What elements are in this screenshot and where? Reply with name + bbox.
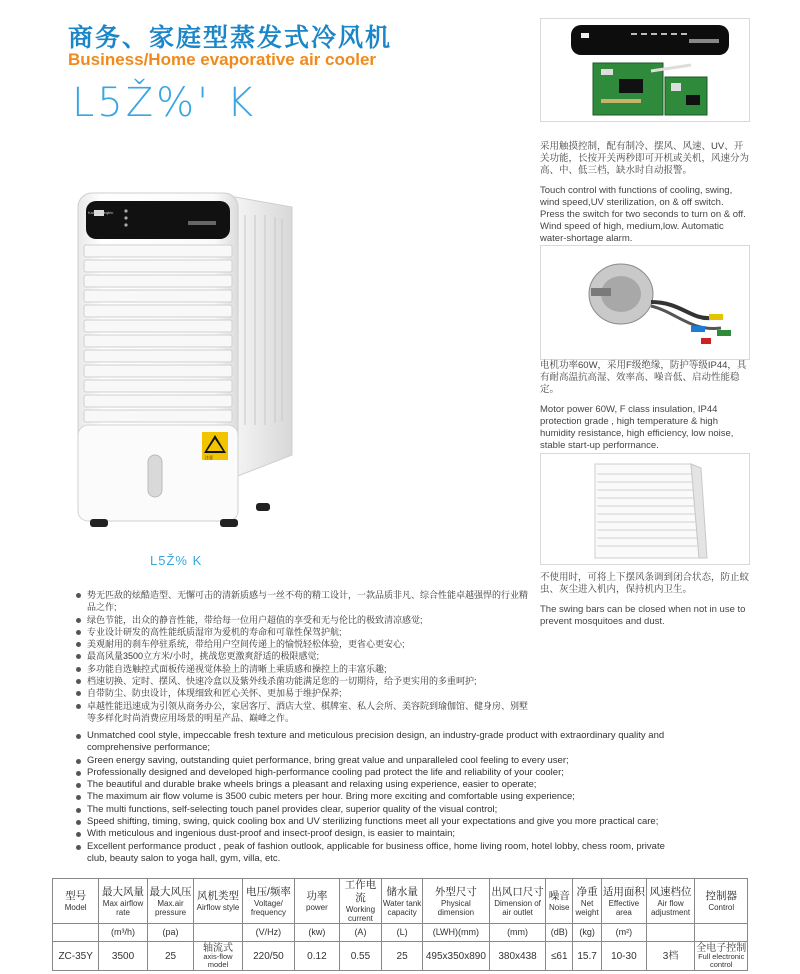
motor-caption-en: Motor power 60W, F class insulation, IP44 protection grade , high temperature & high humidity resistance, high efficiency, low noise, stable start-up performance.: [540, 404, 734, 451]
air-cooler-product-image: [70, 185, 300, 530]
control-panel-caption-cn: 采用触摸控制，配有制冷、摆风、风速、UV、开关功能，长按开关两秒即可开机或关机，风速分为高、中、低三档，缺水时自动报警。: [540, 141, 750, 176]
motor-photo: [540, 245, 750, 360]
feature-cn-item: 自带防尘、防虫设计，体现细致和匠心关怀、更加易于维护保养;: [75, 687, 535, 699]
spec-col-weight: 净重 Net weight: [573, 879, 602, 924]
spec-col-airflow: 最大风量 Max airflow rate: [99, 879, 147, 924]
model-name-small: L5Ž% K: [150, 553, 203, 568]
spec-table: [52, 878, 748, 971]
feature-cn-item: 卓越性能迅速成为引领从商务办公，家居客厅、酒店大堂、棋牌室、私人会所、美容院到瑜伽馆、健身房、别墅等多样化时尚消费应用场景的明星产品、巅峰之作。: [75, 700, 535, 725]
spec-values-row: [53, 942, 748, 971]
spec-header-row: [53, 879, 748, 924]
spec-value: 10-30: [602, 942, 647, 971]
spec-unit: (mm): [489, 924, 546, 942]
spec-value: ≤61: [546, 942, 573, 971]
spec-col-pressure: 最大风压 Max.air pressure: [147, 879, 194, 924]
spec-value: 25: [147, 942, 194, 971]
feature-en-item: Speed shifting, timing, swing, quick cooling box and UV sterilizing functions meet all your expectations and give you more practical care;: [75, 816, 675, 828]
feature-cn-item: 美观耐用的刹车停驻系统，带给用户空间传递上的愉悦轻松体验，更省心更安心;: [75, 638, 535, 650]
feature-list-cn: [75, 589, 535, 724]
feature-en-item: With meticulous and ingenious dust-proof and insect-proof design, is easier to maintain;: [75, 828, 675, 840]
spec-value: 3档: [646, 942, 695, 971]
spec-value: 495x350x890: [422, 942, 489, 971]
spec-value: 220/50: [242, 942, 295, 971]
feature-en-item: The maximum air flow volume is 3500 cubic meters per hour. Bring more exciting and comfortable using experience;: [75, 791, 675, 803]
feature-en-item: Excellent performance product , peak of fashion outlook, applicable for business office, home living room, hotel lobby, chess room, private club, beauty salon to yoga hall, gym, villa, etc.: [75, 841, 675, 866]
spec-value: 15.7: [573, 942, 602, 971]
spec-col-model: 型号 Model: [53, 879, 99, 924]
spec-unit: (m²): [602, 924, 647, 942]
product-panel-text: Kaixin Eleqtric: [88, 210, 114, 215]
feature-list-en: [75, 730, 675, 865]
spec-unit: (m³/h): [99, 924, 147, 942]
swing-bars-caption-cn: 不使用时，可将上下摆风条调到闭合状态，防止蚊虫、灰尘进入机内，保持机内卫生。: [540, 572, 750, 595]
feature-en-item: Green energy saving, outstanding quiet performance, bring great value and unparalleled cool feeling to every user;: [75, 755, 675, 767]
feature-cn-item: 档速切换、定时、摆风、快速冷盒以及紫外线杀菌功能满足您的一切期待，给予更实用的多重呵护;: [75, 675, 535, 687]
feature-cn-item: 专业设计研发的高性能纸质湿帘为爱机的寿命和可靠性保驾护航;: [75, 626, 535, 638]
control-panel-photo: [540, 18, 750, 122]
spec-col-airflow-style: 风机类型 Airflow style: [194, 879, 242, 924]
spec-value: 25: [382, 942, 423, 971]
page-title-cn: 商务、家庭型蒸发式冷风机: [68, 24, 393, 52]
spec-unit: [194, 924, 242, 942]
feature-en-item: The beautiful and durable brake wheels brings a pleasant and relaxing using experience, easier to operate;: [75, 779, 675, 791]
feature-en-item: Unmatched cool style, impeccable fresh texture and meticulous precision design, an industry-grade product with extraordinary quality and comprehensive performance;: [75, 730, 675, 755]
feature-cn-item: 势无匹敌的炫酷造型、无懈可击的清新质感与一丝不苟的精工设计，一款品质非凡、综合性能卓越强悍的行业精品之作;: [75, 589, 535, 614]
spec-col-dimension: 外型尺寸 Physical dimension: [422, 879, 489, 924]
spec-value: 380x438: [489, 942, 546, 971]
motor-caption-cn: 电机功率60W，采用F级绝缘，防护等级IP44，具有耐高温抗高湿、效率高、噪音低、启动性能稳定。: [540, 360, 747, 395]
swing-bars-photo: [540, 453, 750, 565]
spec-col-outlet: 出风口尺寸 Dimension of air outlet: [489, 879, 546, 924]
feature-cn-item: 绿色节能，出众的静音性能，带给每一位用户超值的享受和无与伦比的极致清凉感觉;: [75, 614, 535, 626]
spec-unit: [695, 924, 748, 942]
spec-value: 全电子控制 Full electronic control: [696, 942, 747, 969]
control-panel-caption-en: Touch control with functions of cooling, swing, wind speed,UV sterilization, on & off switch. Press the switch for two seconds to turn on & off. Wind speed of high, medium,low. Automatic water-shortage alarm.: [540, 185, 746, 244]
spec-value: 0.55: [339, 942, 382, 971]
spec-unit: (V/Hz): [242, 924, 295, 942]
model-name-large: L5Ž%' K: [72, 80, 257, 126]
spec-unit: (LWH)(mm): [422, 924, 489, 942]
spec-col-current: 工作电流 Working current: [339, 879, 382, 924]
spec-col-control: 控制器 Control: [695, 879, 748, 924]
spec-unit: (dB): [546, 924, 573, 942]
spec-col-voltage: 电压/频率 Voltage/ frequency: [242, 879, 295, 924]
control-panel-caption: [540, 141, 750, 245]
spec-unit: [646, 924, 695, 942]
page-title-en: Business/Home evaporative air cooler: [68, 50, 377, 69]
feature-cn-item: 最高风量3500立方米/小时，挑战您更激爽舒适的极限感觉;: [75, 650, 535, 662]
spec-col-speed: 风速档位 Air flow adjustment: [646, 879, 695, 924]
spec-unit: [53, 924, 99, 942]
spec-unit: (kw): [295, 924, 339, 942]
spec-value: 轴流式 axis-flow model: [194, 942, 242, 971]
spec-col-area: 适用面积 Effective area: [602, 879, 647, 924]
swing-bars-caption: [540, 572, 750, 628]
spec-unit: (L): [382, 924, 423, 942]
feature-cn-item: 多功能自选触控式面板传递视觉体验上的清晰上乘质感和操控上的丰富乐趣;: [75, 663, 535, 675]
feature-en-item: Professionally designed and developed high-performance cooling pad protect the life and reliability of your cooler;: [75, 767, 675, 779]
spec-unit: (pa): [147, 924, 194, 942]
spec-unit: (kg): [573, 924, 602, 942]
spec-units-row: [53, 924, 748, 942]
spec-col-noise: 噪音 Noise: [546, 879, 573, 924]
spec-value: 3500: [99, 942, 147, 971]
product-warning-label: 注意: [205, 455, 213, 460]
spec-col-tank: 储水量 Water tank capacity: [382, 879, 423, 924]
spec-col-power: 功率 power: [295, 879, 339, 924]
motor-caption: [540, 360, 750, 452]
swing-bars-caption-en: The swing bars can be closed when not in use to prevent mosquitoes and dust.: [540, 604, 746, 627]
feature-en-item: The multi functions, self-selecting touch panel provides clear, superior quality of the visual control;: [75, 804, 675, 816]
spec-value: 0.12: [295, 942, 339, 971]
spec-unit: (A): [339, 924, 382, 942]
spec-value: ZC-35Y: [53, 942, 99, 971]
